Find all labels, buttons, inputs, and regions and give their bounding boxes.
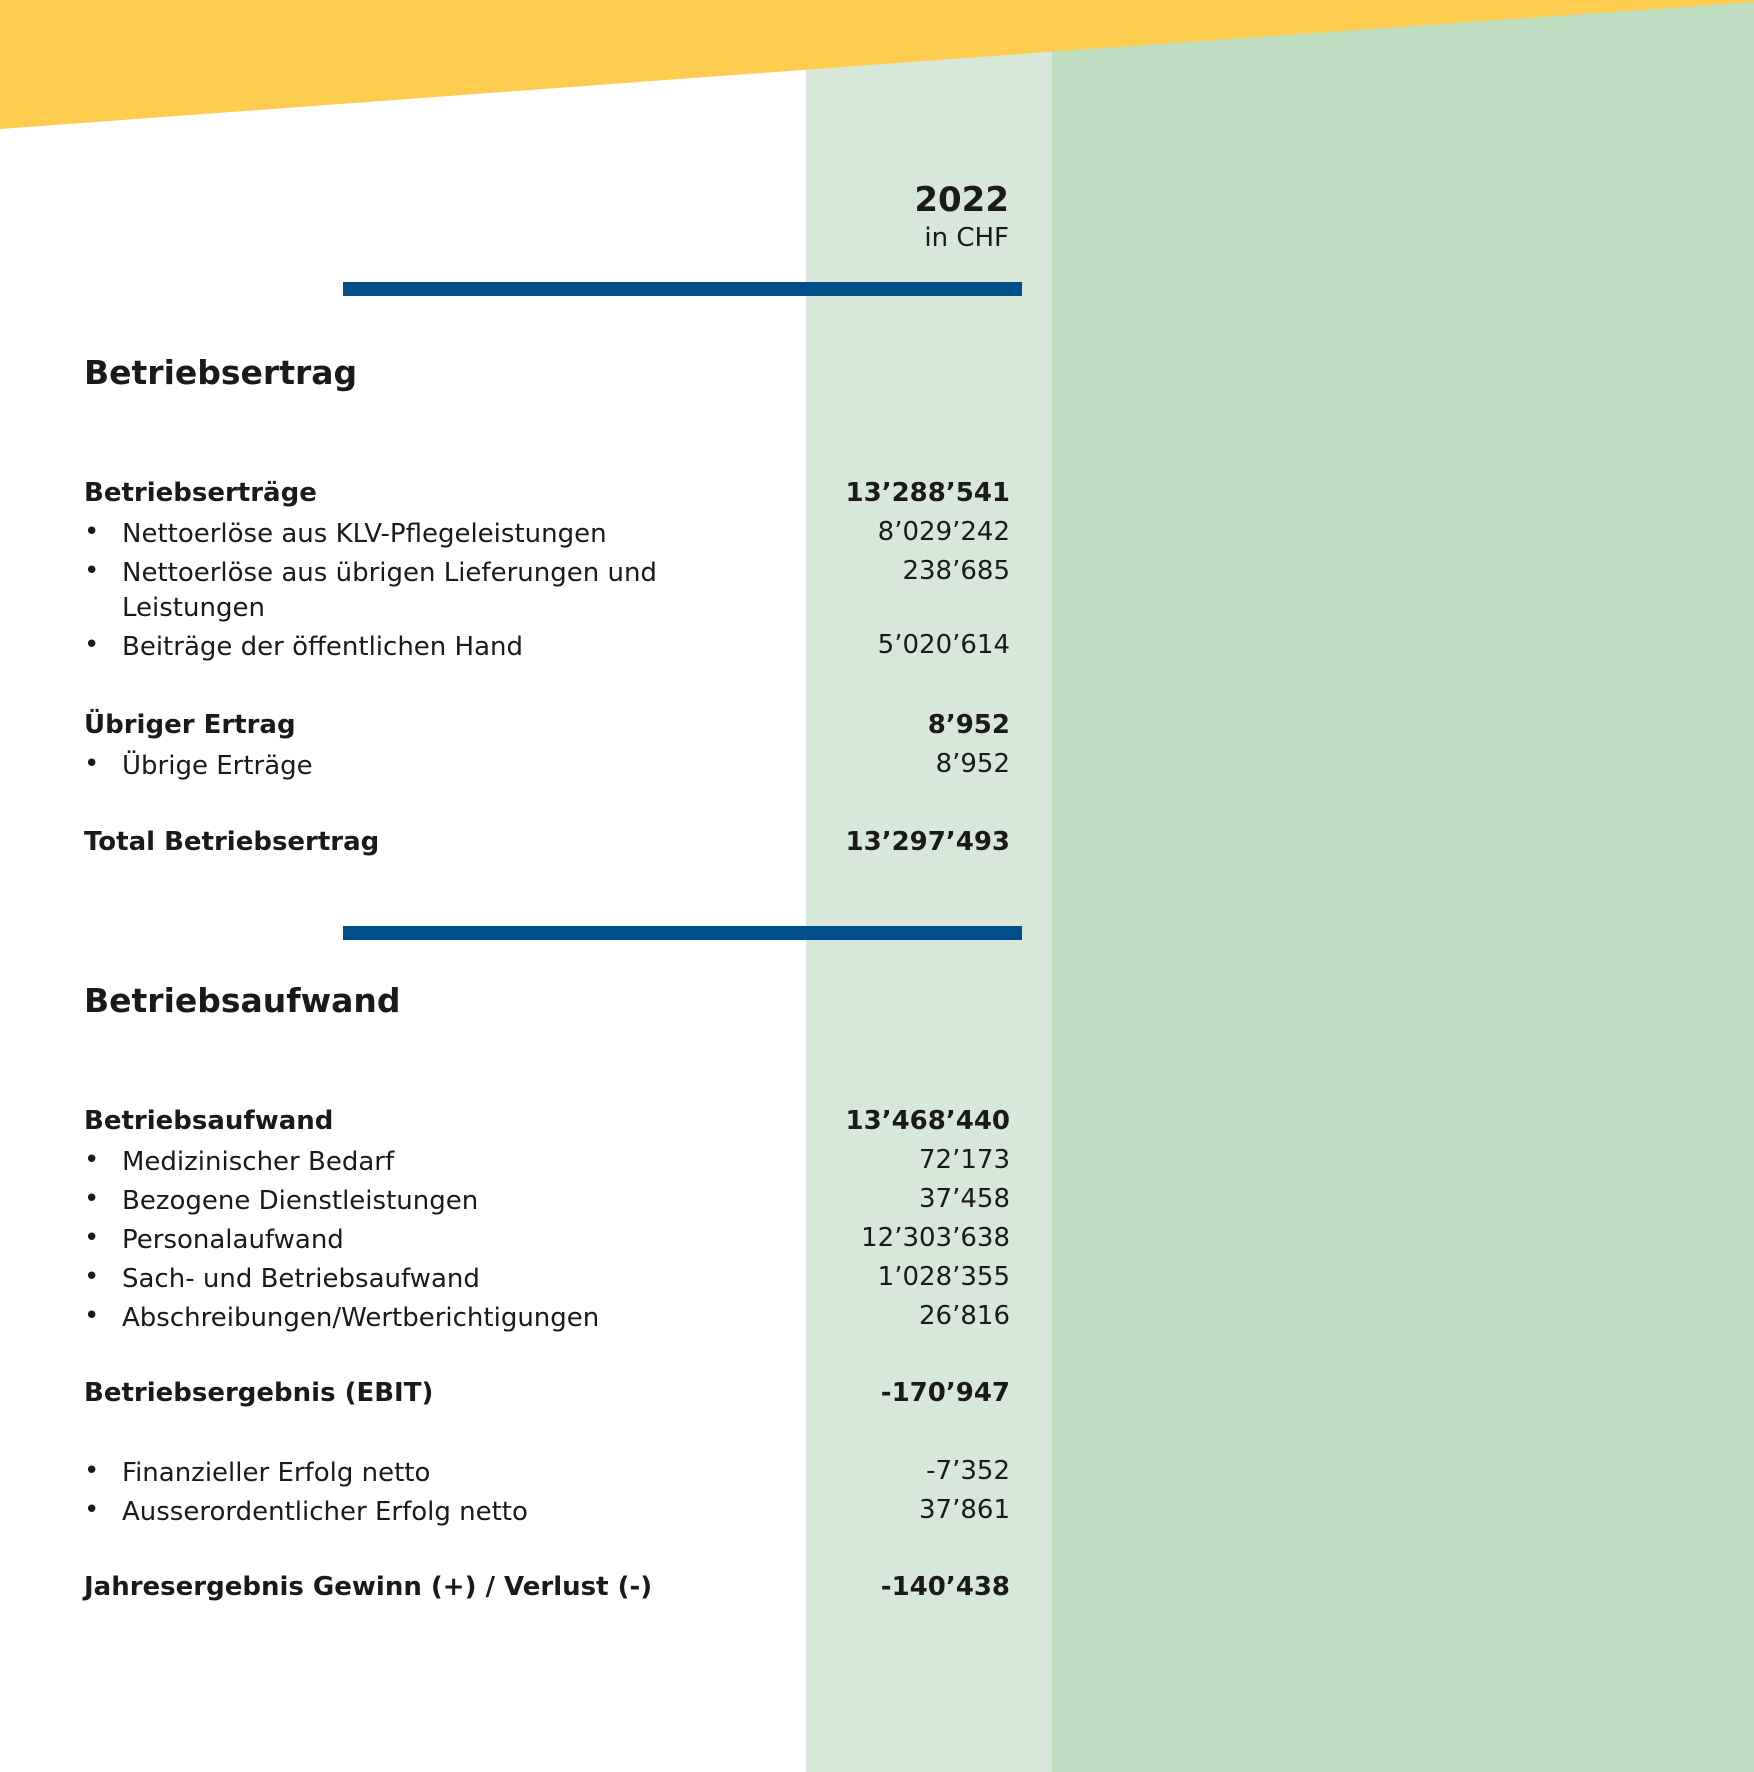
row-label: Jahresergebnis Gewinn (+) / Verlust (-) — [84, 1572, 653, 1602]
row-value: 12’303’638 — [861, 1223, 1010, 1253]
row-beitraege-oeffentliche-hand — [84, 630, 1010, 666]
row-medizinischer-bedarf — [84, 1145, 1010, 1181]
row-label: • Abschreibungen/Wertberichtigungen — [122, 1303, 600, 1333]
row-personalaufwand — [84, 1223, 1010, 1259]
row-label: Betriebsaufwand — [84, 1106, 334, 1136]
row-value: -170’947 — [880, 1378, 1010, 1408]
row-finanzieller-erfolg — [84, 1456, 1010, 1492]
row-value: 13’468’440 — [845, 1106, 1010, 1136]
row-label: • Medizinischer Bedarf — [122, 1147, 395, 1177]
side-panel-background — [1052, 0, 1754, 1772]
row-jahresergebnis — [84, 1572, 1010, 1608]
row-value: 37’458 — [919, 1184, 1010, 1214]
row-label: Übriger Ertrag — [84, 710, 296, 740]
row-value: 13’297’493 — [845, 827, 1010, 857]
row-uebrige-ertraege — [84, 749, 1010, 785]
row-label-line1: Nettoerlöse aus übrigen Lieferungen und — [122, 558, 657, 588]
row-label — [122, 556, 657, 626]
row-label: • Nettoerlöse aus KLV-Pflegeleistungen — [122, 519, 607, 549]
year-header: 2022 — [914, 180, 1009, 220]
row-uebriger-ertrag — [84, 710, 1010, 746]
row-label: • Ausserordentlicher Erfolg netto — [122, 1497, 528, 1527]
row-value: 1’028’355 — [877, 1262, 1010, 1292]
section-divider — [343, 282, 1022, 296]
currency-unit: in CHF — [924, 223, 1009, 253]
row-sach-und-betriebsaufwand — [84, 1262, 1010, 1298]
row-value: 5’020’614 — [877, 630, 1010, 660]
row-value: 37’861 — [919, 1495, 1010, 1525]
row-label: • Personalaufwand — [122, 1225, 344, 1255]
row-value: -7’352 — [926, 1456, 1010, 1486]
row-label: • Übrige Erträge — [122, 751, 313, 781]
section-heading-ertrag: Betriebsertrag — [84, 353, 358, 392]
row-betriebsaufwand — [84, 1106, 1010, 1142]
row-bezogene-dienstleistungen — [84, 1184, 1010, 1220]
row-klv-pflegeleistungen — [84, 517, 1010, 553]
section-divider — [343, 926, 1022, 940]
row-total-betriebsertrag — [84, 827, 1010, 863]
row-label: Total Betriebsertrag — [84, 827, 380, 857]
row-betriebsergebnis-ebit — [84, 1378, 1010, 1414]
row-label: • Finanzieller Erfolg netto — [122, 1458, 431, 1488]
row-value: -140’438 — [880, 1572, 1010, 1602]
row-label: • Beiträge der öffentlichen Hand — [122, 632, 524, 662]
yellow-banner — [0, 0, 1754, 140]
row-value: 26’816 — [919, 1301, 1010, 1331]
section-heading-aufwand: Betriebsaufwand — [84, 981, 401, 1020]
row-label-line2: Leistungen — [122, 593, 265, 623]
row-value: 8’952 — [935, 749, 1010, 779]
row-label: Betriebsergebnis (EBIT) — [84, 1378, 434, 1408]
row-value: 8’952 — [927, 710, 1010, 740]
row-value: 72’173 — [919, 1145, 1010, 1175]
row-value: 8’029’242 — [877, 517, 1010, 547]
row-abschreibungen — [84, 1301, 1010, 1337]
row-label: Betriebserträge — [84, 478, 317, 508]
row-value: 238’685 — [902, 556, 1010, 586]
row-uebrige-lieferungen — [84, 556, 1010, 628]
row-betriebsertraege — [84, 478, 1010, 514]
row-value: 13’288’541 — [845, 478, 1010, 508]
row-ausserordentlicher-erfolg — [84, 1495, 1010, 1531]
row-label: • Bezogene Dienstleistungen — [122, 1186, 479, 1216]
row-label: • Sach- und Betriebsaufwand — [122, 1264, 480, 1294]
